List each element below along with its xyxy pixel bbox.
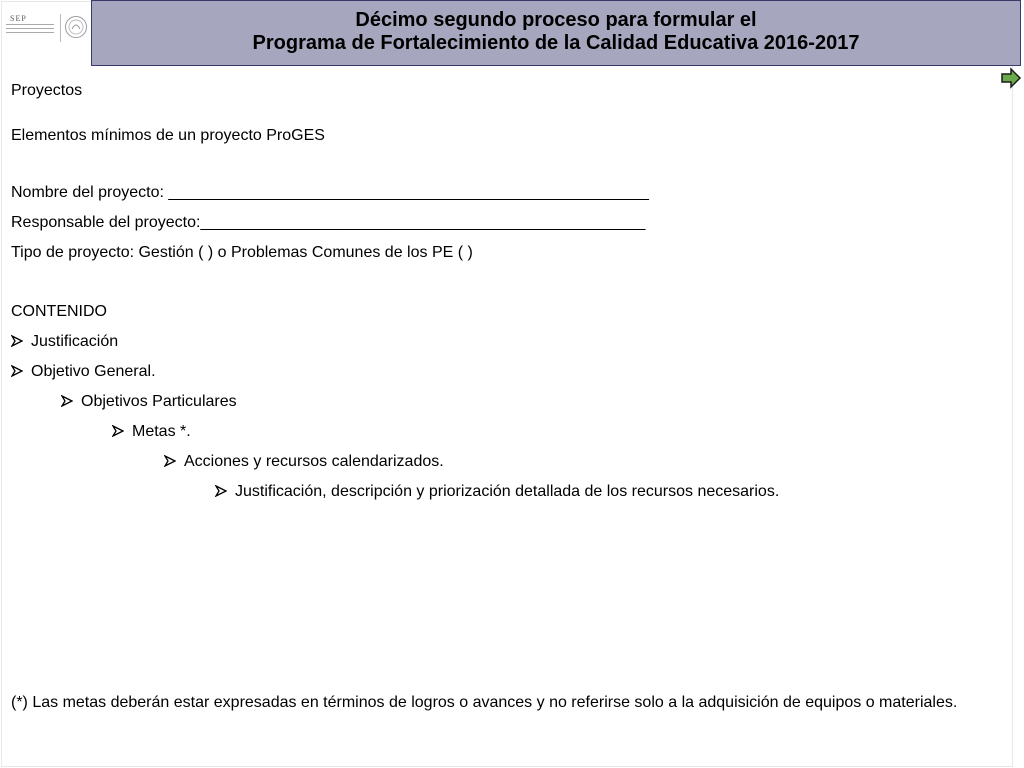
seal-icon	[64, 15, 88, 39]
title-line-1: Décimo segundo proceso para formular el	[355, 9, 757, 31]
list-item	[11, 332, 118, 352]
item-label: Objetivos Particulares	[81, 393, 237, 410]
list-item	[112, 422, 191, 442]
arrowhead-bullet-icon	[11, 332, 31, 352]
item-label: Acciones y recursos calendarizados.	[184, 453, 444, 470]
list-item	[164, 452, 444, 472]
arrowhead-bullet-icon	[215, 482, 235, 502]
item-label: Metas *.	[132, 423, 191, 440]
list-item	[215, 482, 779, 502]
slide-border	[1, 1, 1013, 767]
next-arrow-icon[interactable]	[1000, 67, 1022, 89]
section-title: Proyectos	[11, 82, 83, 99]
sep-logo	[4, 14, 90, 44]
item-label: Objetivo General.	[31, 363, 156, 380]
list-item	[11, 362, 156, 382]
arrowhead-bullet-icon	[112, 422, 132, 442]
title-line-2: Programa de Fortalecimiento de la Calidad Educativa 2016-2017	[252, 32, 860, 54]
project-responsible-field: Responsable del proyecto:__________________________________________________	[11, 214, 646, 231]
contents-heading: CONTENIDO	[11, 303, 107, 320]
list-item	[61, 392, 237, 412]
title-banner	[91, 0, 1021, 66]
item-label: Justificación, descripción y priorización detallada de los recursos necesarios.	[235, 483, 780, 500]
project-type-field: Tipo de proyecto: Gestión ( ) o Problemas Comunes de los PE ( )	[11, 244, 473, 261]
item-label: Justificación	[31, 333, 119, 350]
footnote: (*) Las metas deberán estar expresadas en términos de logros o avances y no referirse solo a la adquisición de equipos o materiales.	[11, 694, 958, 711]
subtitle: Elementos mínimos de un proyecto ProGES	[11, 127, 325, 144]
arrowhead-bullet-icon	[61, 392, 81, 412]
logo-text: SEP	[10, 14, 27, 23]
arrowhead-bullet-icon	[11, 362, 31, 382]
logo-lines	[6, 24, 54, 36]
arrowhead-bullet-icon	[164, 452, 184, 472]
project-name-field: Nombre del proyecto: ______________________________________________________	[11, 184, 649, 201]
logo-divider	[60, 14, 61, 42]
